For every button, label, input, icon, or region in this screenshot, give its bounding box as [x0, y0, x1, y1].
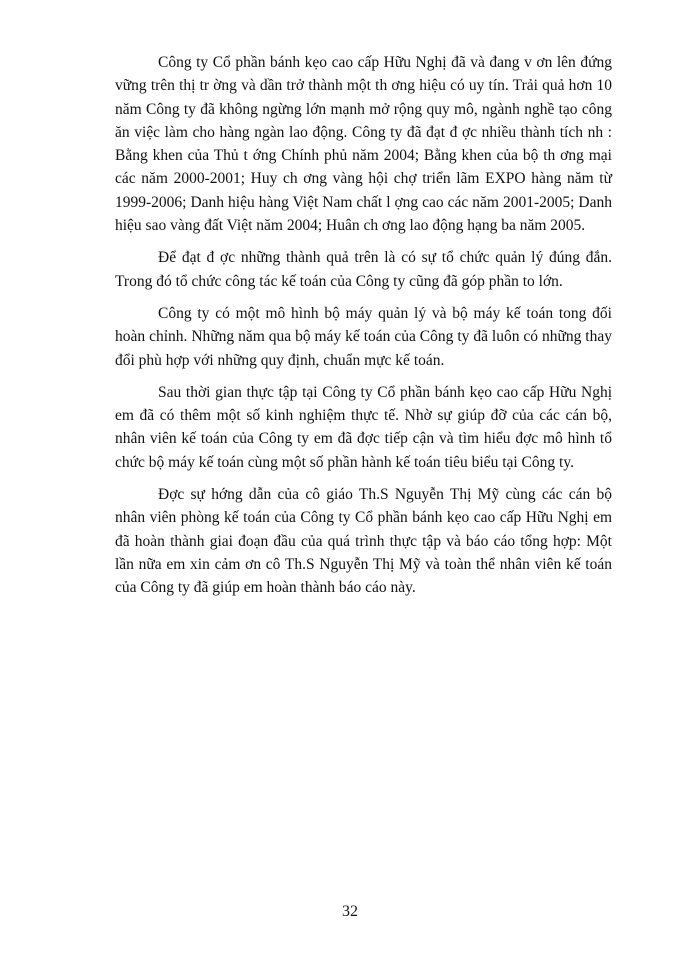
paragraph-internship-experience: Sau thời gian thực tập tại Công ty Cổ phần bánh kẹo cao cấp Hữu Nghị em đã có thêm một số kinh nghiệm thực tế. Nhờ sự giúp đỡ của các cán bộ, nhân viên kế toán của Công ty em đã đợc tiếp cận và tìm hiểu đợc mô hình tổ chức bộ máy kế toán cùng một số phần hành kế toán tiêu biểu tại Công ty.: [115, 383, 612, 471]
document-body: [115, 51, 612, 609]
paragraph-acknowledgement: Đợc sự hớng dẫn của cô giáo Th.S Nguyễn Thị Mỹ cùng các cán bộ nhân viên phòng kế toán của Công ty Cổ phần bánh kẹo cao cấp Hữu Nghị em đã hoàn thành giai đoạn đầu của quá trình thực tập và báo cáo tổng hợp: Một lần nữa em xin cảm ơn cô Th.S Nguyễn Thị Mỹ và toàn thể nhân viên kế toán của Công ty đã giúp em hoàn thành báo cáo này.: [115, 486, 612, 597]
page-number: 32: [342, 903, 358, 920]
paragraph-company-achievements: Công ty Cổ phần bánh kẹo cao cấp Hữu Nghị đã và đang v ơn lên đứng vững trên thị tr ờng và dần trở thành một th ơng hiệu có uy tín. Trải quả hơn 10 năm Công ty đã không ngừng lớn mạnh mở rộng quy mô, ngành nghề tạo công ăn việc làm cho hàng ngàn lao động. Công ty đã đạt đ ợc nhiều thành tích nh : Bằng khen của Thủ t ớng Chính phủ năm 2004; Bằng khen của bộ th ơng mại các năm 2000-2001; Huy ch ơng vàng hội chợ triển lãm EXPO hàng năm từ 1999-2006; Danh hiệu hàng Việt Nam chất l ợng cao các năm 2001-2005; Danh hiệu sao vàng đất Việt năm 2004; Huân ch ơng lao động hạng ba năm 2005.: [115, 54, 612, 235]
paragraph-accounting-model: Công ty có một mô hình bộ máy quản lý và bộ máy kế toán tong đối hoàn chỉnh. Những năm qua bộ máy kế toán của Công ty đã luôn có những thay đổi phù hợp với những quy định, chuẩn mực kế toán.: [115, 304, 612, 369]
paragraph-organization: Để đạt đ ợc những thành quả trên là có sự tổ chức quản lý đúng đắn. Trong đó tổ chức công tác kế toán của Công ty cũng đã góp phần to lớn.: [115, 249, 612, 290]
